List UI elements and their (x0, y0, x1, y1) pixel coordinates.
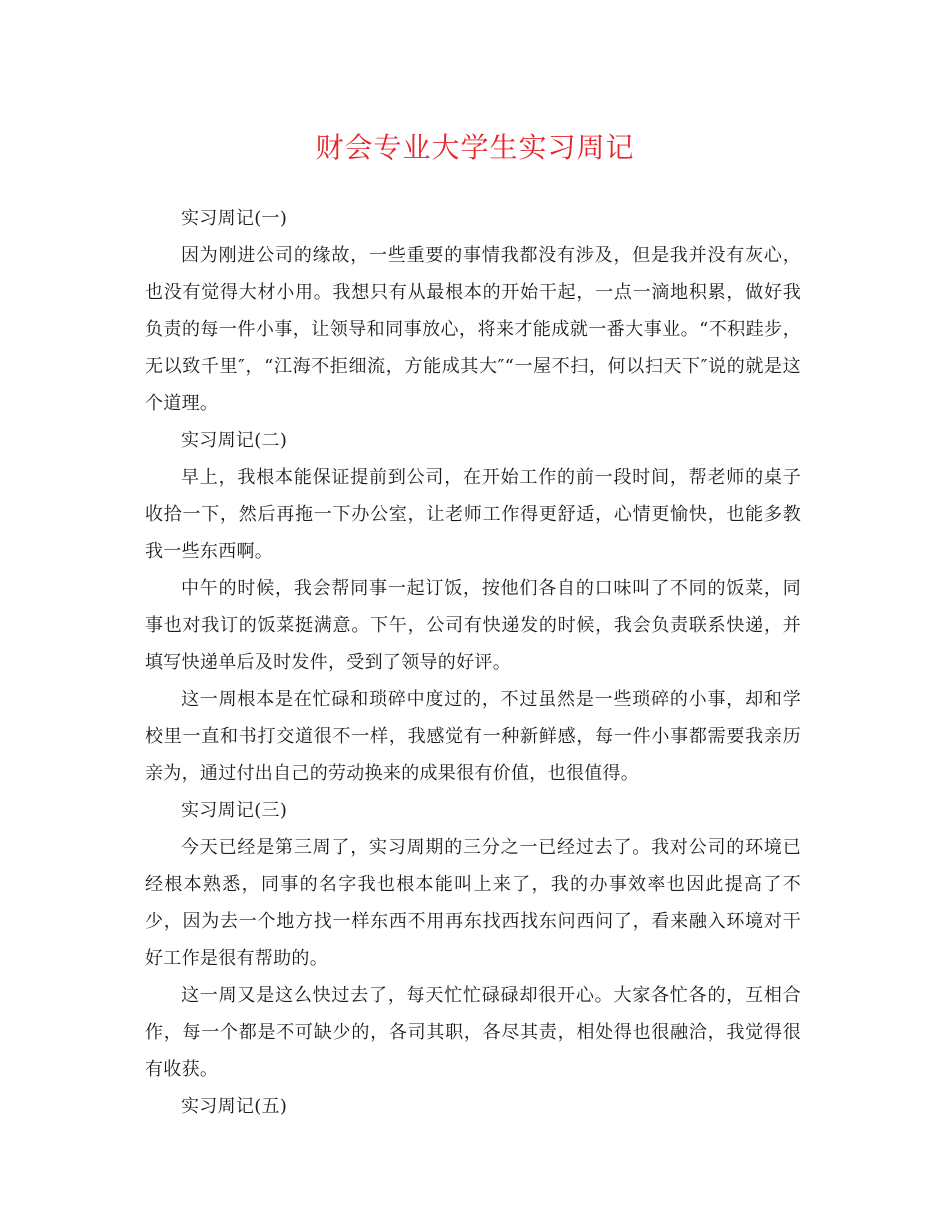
section-heading-week-1: 实习周记(一) (181, 208, 288, 229)
paragraph: 这一周又是这么快过去了，每天忙忙碌碌却很开心。大家各忙各的，互相合作，每一个都是不可缺少的，各司其职，各尽其责，相处得也很融洽，我觉得很有收获。 (145, 985, 801, 1080)
paragraph: 这一周根本是在忙碌和琐碎中度过的，不过虽然是一些琐碎的小事，却和学校里一直和书打交道很不一样，我感觉有一种新鲜感，每一件小事都需要我亲历亲为，通过付出自己的劳动换来的成果很有价值，也很值得。 (145, 689, 801, 784)
section-heading-week-3: 实习周记(三) (181, 800, 288, 821)
section-heading-week-5: 实习周记(五) (181, 1096, 288, 1117)
document-title: 财会专业大学生实习周记 (315, 131, 635, 164)
paragraph: 今天已经是第三周了，实习周期的三分之一已经过去了。我对公司的环境已经根本熟悉，同事的名字我也根本能叫上来了，我的办事效率也因此提高了不少，因为去一个地方找一样东西不用再东找西找东问西问了，看来融入环境对干好工作是很有帮助的。 (145, 837, 801, 969)
paragraph: 中午的时候，我会帮同事一起订饭，按他们各自的口味叫了不同的饭菜，同事也对我订的饭菜挺满意。下午，公司有快递发的时候，我会负责联系快递，并填写快递单后及时发件，受到了领导的好评。 (145, 578, 801, 673)
paragraph: 因为刚进公司的缘故，一些重要的事情我都没有涉及，但是我并没有灰心，也没有觉得大材小用。我想只有从最根本的开始干起，一点一滴地积累，做好我负责的每一件小事，让领导和同事放心，将来才能成就一番大事业。“不积跬步，无以致千里″，“江海不拒细流，方能成其大″“一屋不扫，何以扫天下″说的就是这个道理。 (145, 245, 801, 414)
section-heading-week-2: 实习周记(二) (181, 430, 288, 451)
paragraph: 早上，我根本能保证提前到公司，在开始工作的前一段时间，帮老师的桌子收拾一下，然后再拖一下办公室，让老师工作得更舒适，心情更愉快，也能多教我一些东西啊。 (145, 467, 801, 562)
document-body (145, 200, 801, 1125)
